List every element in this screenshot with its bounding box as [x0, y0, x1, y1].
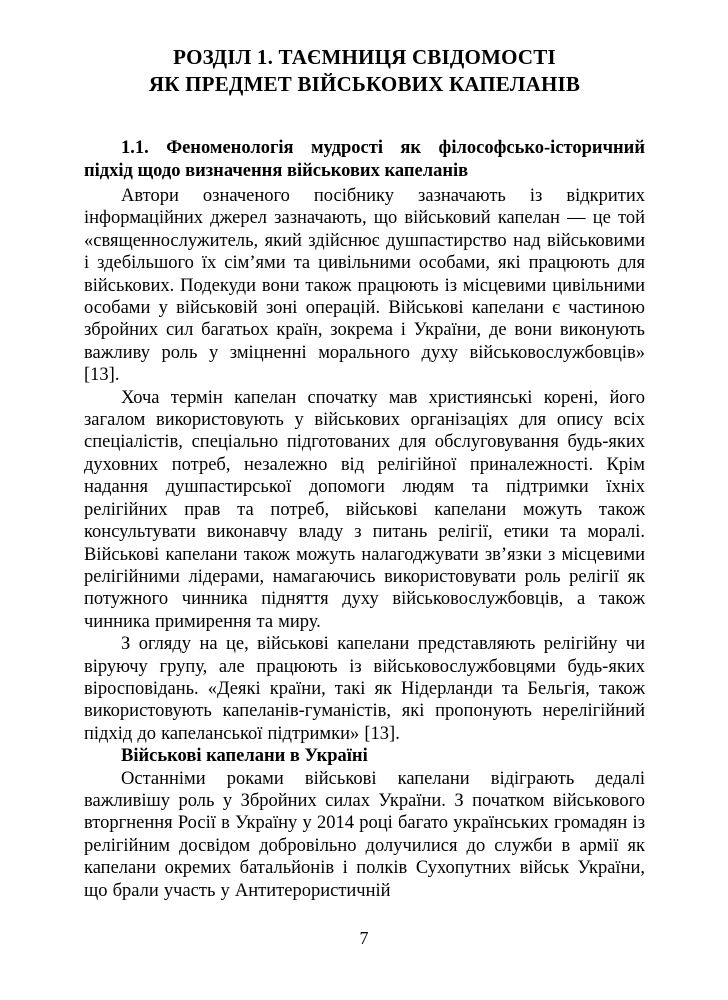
paragraph-2: Хоча термін капелан спочатку мав християнські корені, його загалом використовують у військових організаціях для опису всіх спеціалістів, спеціально підготованих для обслуговування будь-яких духовних потреб, незалежно від релігійної приналежності. Крім надання душпастирської допомоги людям та підтримки їхніх релігійних прав та потреб, військові капелани можуть також консультувати виконавчу владу з питань релігії, етики та моралі. Військові капелани також можуть налагоджувати зв’язки з місцевими релігійними лідерами, намагаючись використовувати роль релігії як потужного чинника підняття духу військовослужбовців, а також чинника примирення та миру.: [84, 387, 645, 632]
page-number: 7: [359, 928, 369, 948]
subheading-military-chaplains-ukraine: Військові капелани в Україні: [121, 746, 368, 767]
chapter-title-line-1: РОЗДІЛ 1. ТАЄМНИЦЯ СВІДОМОСТІ: [173, 45, 556, 69]
section-heading: 1.1. Феноменологія мудрості як філософсько-історичний підхід щодо визначення військових капеланів: [84, 138, 645, 181]
chapter-title: [84, 44, 645, 98]
chapter-title-line-2: ЯК ПРЕДМЕТ ВІЙСЬКОВИХ КАПЕЛАНІВ: [148, 72, 581, 96]
paragraph-4: Останніми роками військові капелани відіграють дедалі важливішу роль у Збройних силах України. З початком військового вторгнення Росії в Україну у 2014 році багато українських громадян із релігійним досвідом добровільно долучилися до служби в армії як капелани окремих батальйонів і полків Сухопутних військ України, що брали участь у Антитерористичній: [84, 768, 645, 901]
paragraph-3: З огляду на це, військові капелани представляють релігійну чи віруючу групу, але працюють із військовослужбовцями будь-яких віросповідань. «Деякі країни, такі як Нідерланди та Бельгія, також використовують капеланів-гуманістів, які пропонують нерелігійний підхід до капеланської підтримки» [13].: [84, 634, 645, 744]
paragraph-1: Автори означеного посібнику зазначають із відкритих інформаційних джерел зазначають, що військовий капелан — це той «священнослужитель, який здійснює душпастирство над військовими і здебільшого їх сім’ями та цивільними особами, які працюють для військових. Подекуди вони також працюють із місцевими цивільними особами у військовій зоні операцій. Військові капелани є частиною збройних сил багатьох країн, зокрема і України, де вони виконують важливу роль у зміцненні морального духу військовослужбовців» [13].: [84, 186, 645, 386]
